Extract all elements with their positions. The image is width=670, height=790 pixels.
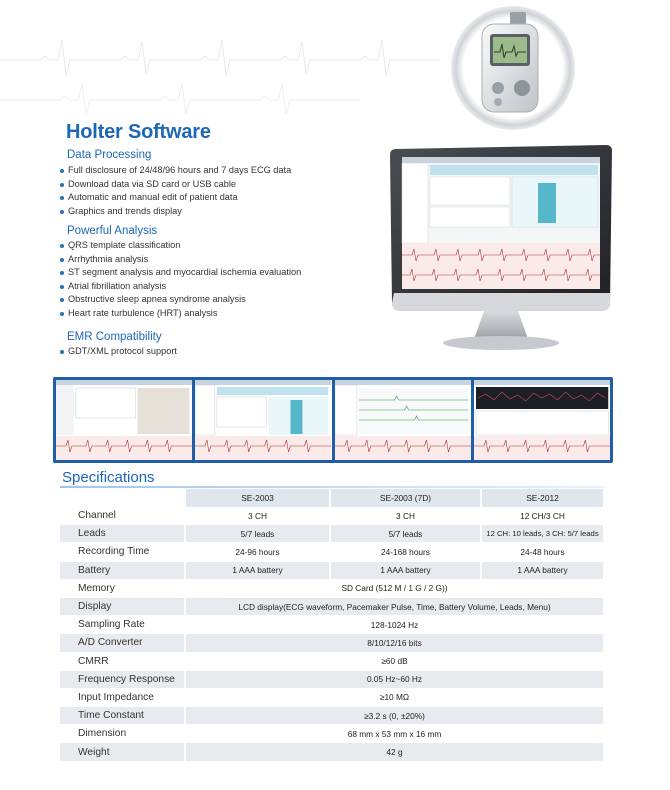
bullet-icon <box>60 244 64 248</box>
table-cell-merged: 42 g <box>186 743 605 761</box>
table-cell: 24-48 hours <box>482 543 605 561</box>
table-cell-merged: 8/10/12/16 bits <box>186 634 605 652</box>
list-item: Full disclosure of 24/48/96 hours and 7 days ECG data <box>60 164 291 178</box>
divider <box>60 486 605 488</box>
table-row <box>60 543 605 561</box>
bullet-icon <box>60 169 64 173</box>
list-item: Arrhythmia analysis <box>60 253 301 267</box>
powerful-analysis-list <box>60 239 301 321</box>
table-cell-merged: ≥60 dB <box>186 653 605 671</box>
column-header: SE-2003 (7D) <box>331 489 482 507</box>
column-header: SE-2003 <box>186 489 331 507</box>
row-label: Memory <box>60 580 186 598</box>
screenshot-thumbnail <box>56 380 192 460</box>
list-item: Heart rate turbulence (HRT) analysis <box>60 307 301 321</box>
row-label: CMRR <box>60 653 186 671</box>
section-heading-powerful-analysis: Powerful Analysis <box>67 225 158 237</box>
bullet-icon <box>60 285 64 289</box>
table-row <box>60 598 605 616</box>
row-label: Input Impedance <box>60 689 186 707</box>
bullet-icon <box>60 210 64 214</box>
table-header-row <box>60 489 605 507</box>
row-label: Channel <box>60 507 186 525</box>
table-cell: 24-96 hours <box>186 543 331 561</box>
table-row <box>60 525 605 543</box>
table-row <box>60 580 605 598</box>
bullet-icon <box>60 258 64 262</box>
page-title: Holter Software <box>66 121 211 143</box>
table-row <box>60 725 605 743</box>
row-label: Battery <box>60 562 186 580</box>
bullet-icon <box>60 350 64 354</box>
bullet-icon <box>60 298 64 302</box>
specifications-table <box>60 489 605 762</box>
table-cell: 12 CH/3 CH <box>482 507 605 525</box>
bullet-icon <box>60 183 64 187</box>
table-cell: 24-168 hours <box>331 543 482 561</box>
table-cell-merged: ≥3.2 s (0, ±20%) <box>186 707 605 725</box>
table-row <box>60 671 605 689</box>
table-row <box>60 562 605 580</box>
table-cell: 5/7 leads <box>331 525 482 543</box>
table-row <box>60 743 605 761</box>
list-item: ST segment analysis and myocardial ischemia evaluation <box>60 266 301 280</box>
table-cell: 1 AAA battery <box>482 562 605 580</box>
table-cell: 5/7 leads <box>186 525 331 543</box>
section-heading-data-processing: Data Processing <box>67 149 152 161</box>
list-item: QRS template classification <box>60 239 301 253</box>
list-item: Obstructive sleep apnea syndrome analysis <box>60 293 301 307</box>
row-label: Weight <box>60 743 186 761</box>
row-label: A/D Converter <box>60 634 186 652</box>
data-processing-list <box>60 164 291 218</box>
table-cell-merged: ≥10 MΩ <box>186 689 605 707</box>
monitor-image <box>388 143 614 353</box>
table-cell: 3 CH <box>331 507 482 525</box>
list-item: Automatic and manual edit of patient data <box>60 191 291 205</box>
section-heading-emr-compatibility: EMR Compatibility <box>67 331 162 343</box>
table-cell: 1 AAA battery <box>186 562 331 580</box>
table-header-blank <box>60 489 186 507</box>
bullet-icon <box>60 312 64 316</box>
list-item: Download data via SD card or USB cable <box>60 178 291 192</box>
screenshot-thumbnail <box>474 380 610 460</box>
row-label: Frequency Response <box>60 671 186 689</box>
table-row <box>60 634 605 652</box>
table-cell: 1 AAA battery <box>331 562 482 580</box>
table-cell-merged: 128-1024 Hz <box>186 616 605 634</box>
table-cell-merged: 0.05 Hz~60 Hz <box>186 671 605 689</box>
table-cell: 12 CH: 10 leads, 3 CH: 5/7 leads <box>482 525 605 543</box>
bullet-icon <box>60 271 64 275</box>
row-label: Recording Time <box>60 543 186 561</box>
specifications-heading: Specifications <box>62 469 155 486</box>
list-item: Atrial fibrillation analysis <box>60 280 301 294</box>
row-label: Sampling Rate <box>60 616 186 634</box>
row-label: Leads <box>60 525 186 543</box>
table-row <box>60 707 605 725</box>
table-cell-merged: LCD display(ECG waveform, Pacemaker Pulse, Time, Battery Volume, Leads, Menu) <box>186 598 605 616</box>
screenshot-thumbnail <box>335 380 471 460</box>
row-label: Dimension <box>60 725 186 743</box>
table-cell-merged: SD Card (512 M / 1 G / 2 G)) <box>186 580 605 598</box>
bullet-icon <box>60 196 64 200</box>
holter-device-image <box>448 4 578 132</box>
screenshot-thumbnail <box>195 380 331 460</box>
table-row <box>60 689 605 707</box>
table-cell-merged: 68 mm x 53 mm x 16 mm <box>186 725 605 743</box>
screenshot-thumbnail-strip <box>53 377 613 463</box>
emr-compatibility-list <box>60 345 177 359</box>
list-item: GDT/XML protocol support <box>60 345 177 359</box>
column-header: SE-2012 <box>482 489 605 507</box>
table-cell: 3 CH <box>186 507 331 525</box>
list-item: Graphics and trends display <box>60 205 291 219</box>
table-row <box>60 653 605 671</box>
row-label: Display <box>60 598 186 616</box>
row-label: Time Constant <box>60 707 186 725</box>
table-row <box>60 616 605 634</box>
table-row <box>60 507 605 525</box>
